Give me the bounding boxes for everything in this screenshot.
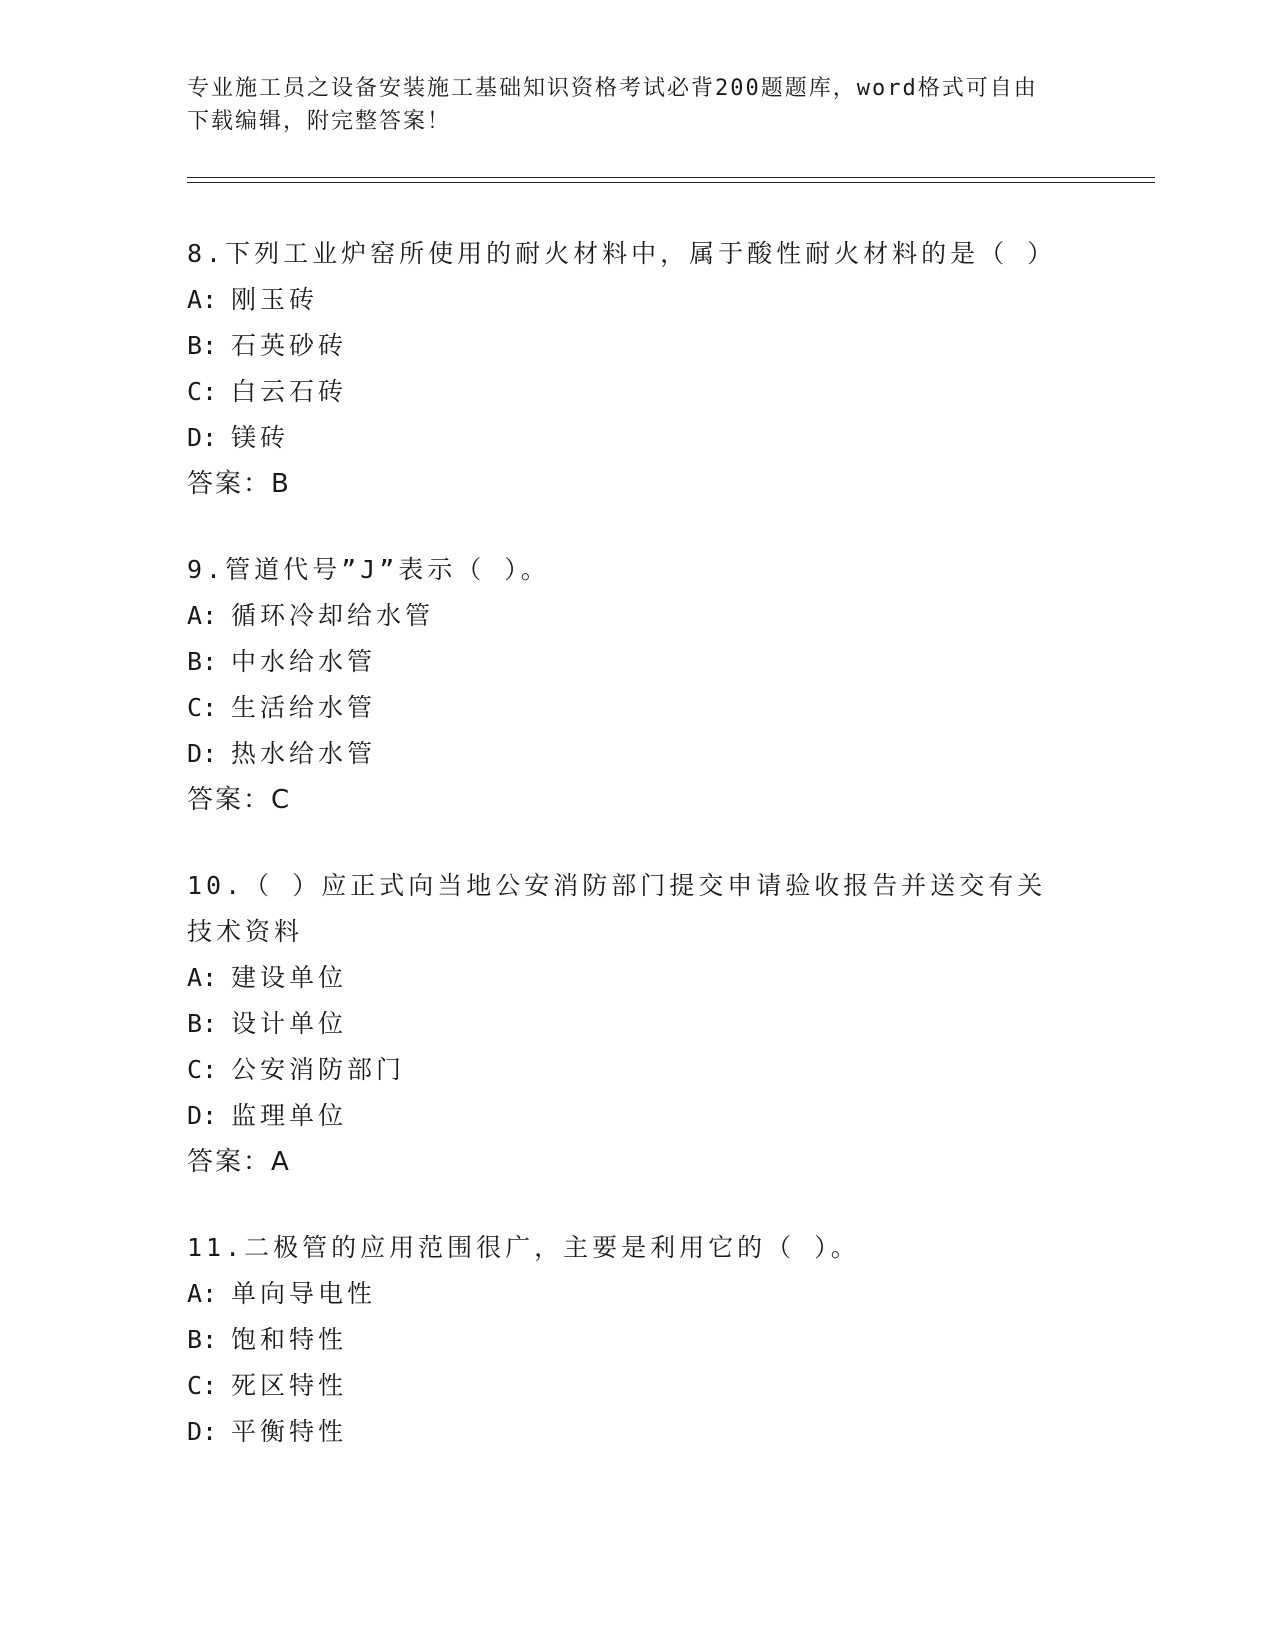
option-key: C: — [187, 377, 218, 406]
option-text: 平衡特性 — [231, 1417, 348, 1446]
option-d — [187, 1093, 1087, 1139]
option-b — [187, 323, 1087, 369]
question-11 — [187, 1225, 1087, 1455]
option-b — [187, 1001, 1087, 1047]
option-key: B: — [187, 1009, 218, 1038]
option-c — [187, 369, 1087, 415]
option-key: B: — [187, 1325, 218, 1354]
option-key: B: — [187, 331, 218, 360]
question-9 — [187, 547, 1087, 823]
option-d — [187, 731, 1087, 777]
option-c — [187, 685, 1087, 731]
question-10 — [187, 863, 1087, 1185]
question-stem: 9.管道代号”J”表示（ ）。 — [187, 555, 550, 584]
document-header — [187, 72, 1087, 138]
option-c — [187, 1047, 1087, 1093]
question-stem: 10.（ ）应正式向当地公安消防部门提交申请验收报告并送交有关技术资料 — [187, 871, 1047, 946]
option-key: C: — [187, 693, 218, 722]
option-c — [187, 1363, 1087, 1409]
header-line-2: 下载编辑，附完整答案！ — [187, 109, 452, 134]
option-key: D: — [187, 1417, 218, 1446]
option-text: 热水给水管 — [231, 739, 377, 768]
header-line-1: 专业施工员之设备安装施工基础知识资格考试必背200题题库，word格式可自由 — [187, 76, 1038, 101]
option-text: 中水给水管 — [231, 647, 377, 676]
option-key: A: — [187, 1279, 218, 1308]
option-key: C: — [187, 1371, 218, 1400]
option-key: D: — [187, 1101, 218, 1130]
option-text: 监理单位 — [231, 1101, 348, 1130]
option-text: 石英砂砖 — [231, 331, 348, 360]
option-key: A: — [187, 601, 218, 630]
option-text: 单向导电性 — [231, 1279, 377, 1308]
option-text: 设计单位 — [231, 1009, 348, 1038]
option-text: 死区特性 — [231, 1371, 348, 1400]
option-b — [187, 1317, 1087, 1363]
option-text: 镁砖 — [231, 423, 290, 452]
option-text: 饱和特性 — [231, 1325, 348, 1354]
option-key: D: — [187, 423, 218, 452]
option-key: A: — [187, 285, 218, 314]
option-text: 公安消防部门 — [231, 1055, 406, 1084]
answer-line: 答案：C — [187, 785, 292, 815]
option-a — [187, 1271, 1087, 1317]
option-key: C: — [187, 1055, 218, 1084]
option-d — [187, 1409, 1087, 1455]
answer-line: 答案：A — [187, 1147, 291, 1177]
option-text: 建设单位 — [231, 963, 348, 992]
option-key: B: — [187, 647, 218, 676]
header-divider-bottom — [187, 182, 1155, 183]
option-b — [187, 639, 1087, 685]
answer-line: 答案：B — [187, 469, 291, 499]
option-a — [187, 593, 1087, 639]
option-text: 循环冷却给水管 — [231, 601, 435, 630]
option-d — [187, 415, 1087, 461]
question-stem: 11.二极管的应用范围很广，主要是利用它的（ ）。 — [187, 1233, 860, 1262]
header-divider-top — [187, 177, 1155, 178]
option-a — [187, 277, 1087, 323]
option-text: 刚玉砖 — [231, 285, 319, 314]
question-8 — [187, 231, 1087, 507]
option-text: 生活给水管 — [231, 693, 377, 722]
option-key: D: — [187, 739, 218, 768]
question-stem: 8.下列工业炉窑所使用的耐火材料中，属于酸性耐火材料的是（ ） — [187, 239, 1057, 268]
option-text: 白云石砖 — [231, 377, 348, 406]
option-key: A: — [187, 963, 218, 992]
option-a — [187, 955, 1087, 1001]
